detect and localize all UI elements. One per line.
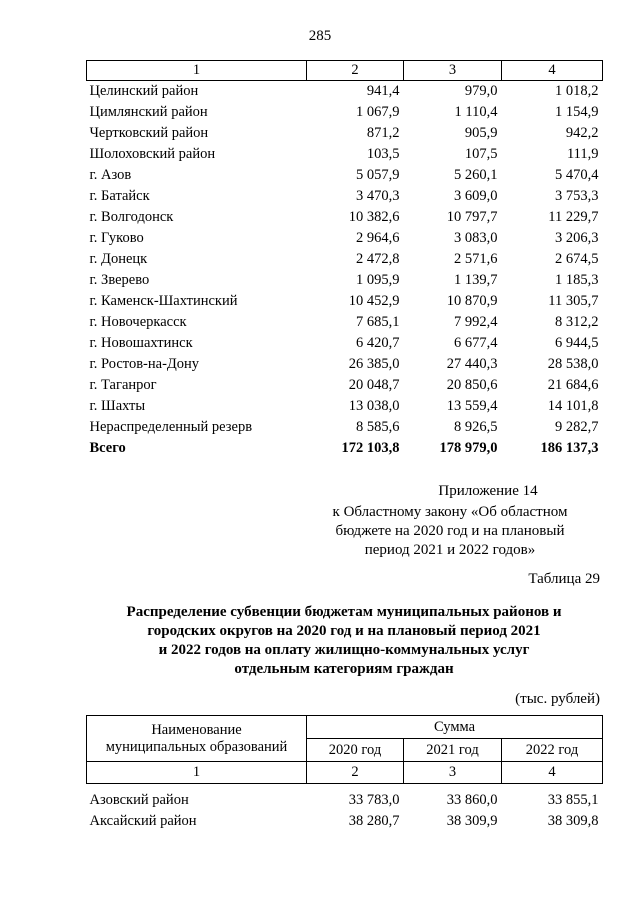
row-name: г. Азов [89, 167, 132, 183]
value-2021: 20 850,6 [446, 377, 498, 393]
value-2020: 871,2 [366, 125, 400, 141]
value-2022: 942,2 [565, 125, 599, 141]
value-2022: 6 944,5 [555, 335, 599, 351]
appendix-reference [300, 503, 600, 560]
value-2022: 1 185,3 [555, 272, 599, 288]
document-title [86, 603, 602, 679]
column-numbering-row [87, 61, 603, 81]
value-2022: 11 229,7 [548, 209, 599, 225]
row-name: г. Новошахтинск [89, 335, 193, 351]
year-header: 2020 год [307, 739, 404, 762]
row-name: г. Волгодонск [89, 209, 174, 225]
table-row [87, 207, 603, 228]
table-row [87, 312, 603, 333]
header-line: Наименование [151, 721, 242, 738]
table-row [87, 811, 603, 832]
value-2020: 13 038,0 [348, 398, 400, 414]
total-2020: 172 103,8 [341, 440, 400, 456]
subsidy-table-29 [86, 715, 603, 832]
header-line: муниципальных образований [105, 738, 288, 755]
value-2020: 7 685,1 [356, 314, 400, 330]
value-2020: 5 057,9 [356, 167, 400, 183]
value-2020: 33 783,0 [348, 792, 400, 808]
total-2022: 186 137,3 [540, 440, 599, 456]
sum-header: Сумма [307, 716, 603, 739]
row-name: г. Каменск-Шахтинский [89, 293, 238, 309]
appendix-line: период 2021 и 2022 годов» [364, 542, 536, 558]
value-2021: 8 926,5 [454, 419, 498, 435]
value-2022: 8 312,2 [555, 314, 599, 330]
column-number: 1 [87, 61, 307, 81]
row-name: Чертковский район [89, 125, 209, 141]
year-header: 2021 год [404, 739, 502, 762]
table-row [87, 249, 603, 270]
total-row [87, 438, 603, 459]
value-2022: 111,9 [566, 146, 599, 162]
value-2020: 20 048,7 [348, 377, 400, 393]
row-name: г. Новочеркасск [89, 314, 187, 330]
row-name: Шолоховский район [89, 146, 216, 162]
subsidy-table-continued [86, 60, 603, 459]
row-name: Азовский район [89, 792, 189, 808]
table-row [87, 81, 603, 103]
name-column-header [87, 716, 307, 762]
column-number: 4 [502, 762, 603, 784]
value-2021: 107,5 [464, 146, 498, 162]
value-2020: 103,5 [366, 146, 400, 162]
appendix-line: бюджете на 2020 год и на плановый [335, 523, 565, 539]
value-2021: 979,0 [464, 83, 498, 99]
table-row [87, 270, 603, 291]
value-2020: 38 280,7 [348, 813, 400, 829]
column-number: 2 [307, 762, 404, 784]
value-2020: 3 470,3 [356, 188, 400, 204]
year-header: 2022 год [502, 739, 603, 762]
value-2022: 28 538,0 [547, 356, 599, 372]
column-numbering-row [87, 762, 603, 784]
table-row [87, 186, 603, 207]
value-2021: 10 870,9 [446, 293, 498, 309]
value-2020: 2 472,8 [356, 251, 400, 267]
row-name: г. Батайск [89, 188, 150, 204]
table-row [87, 165, 603, 186]
value-2022: 5 470,4 [555, 167, 599, 183]
value-2021: 6 677,4 [454, 335, 498, 351]
page-number: 285 [308, 28, 332, 44]
value-2021: 13 559,4 [446, 398, 498, 414]
value-2020: 6 420,7 [356, 335, 400, 351]
value-2020: 10 382,6 [348, 209, 400, 225]
value-2022: 3 753,3 [555, 188, 599, 204]
row-name: г. Зверево [89, 272, 150, 288]
row-name: Целинский район [89, 83, 199, 99]
table-row [87, 354, 603, 375]
row-name: г. Таганрог [89, 377, 157, 393]
row-name: г. Донецк [89, 251, 148, 267]
column-number: 3 [404, 762, 502, 784]
title-line: городских округов на 2020 год и на плановый период 2021 [147, 623, 541, 639]
table-row [87, 375, 603, 396]
value-2022: 1 154,9 [555, 104, 599, 120]
title-line: и 2022 годов на оплату жилищно-коммунальных услуг [158, 642, 530, 658]
value-2021: 1 110,4 [454, 104, 498, 120]
table-row [87, 228, 603, 249]
value-2021: 905,9 [464, 125, 498, 141]
value-2021: 2 571,6 [454, 251, 498, 267]
value-2021: 27 440,3 [446, 356, 498, 372]
value-2021: 3 083,0 [454, 230, 498, 246]
value-2021: 1 139,7 [454, 272, 498, 288]
table-number: Таблица 29 [528, 571, 600, 587]
value-2021: 10 797,7 [446, 209, 498, 225]
value-2022: 21 684,6 [547, 377, 599, 393]
value-2021: 38 309,9 [446, 813, 498, 829]
column-number: 1 [87, 762, 307, 784]
appendix-line: к Областному закону «Об областном [332, 504, 568, 520]
value-2022: 3 206,3 [555, 230, 599, 246]
row-name: Цимлянский район [89, 104, 208, 120]
row-name: Аксайский район [89, 813, 197, 829]
row-name: г. Шахты [89, 398, 146, 414]
value-2022: 9 282,7 [555, 419, 599, 435]
table-row [87, 417, 603, 438]
value-2020: 1 095,9 [356, 272, 400, 288]
value-2021: 7 992,4 [454, 314, 498, 330]
value-2020: 1 067,9 [356, 104, 400, 120]
value-2022: 2 674,5 [555, 251, 599, 267]
total-2021: 178 979,0 [439, 440, 498, 456]
value-2020: 10 452,9 [348, 293, 400, 309]
table-row [87, 102, 603, 123]
value-2020: 26 385,0 [348, 356, 400, 372]
value-2022: 11 305,7 [548, 293, 599, 309]
column-number: 4 [502, 61, 603, 81]
value-2022: 33 855,1 [547, 792, 599, 808]
total-label: Всего [89, 440, 126, 456]
table-row [87, 333, 603, 354]
value-2021: 5 260,1 [454, 167, 498, 183]
value-2022: 14 101,8 [547, 398, 599, 414]
value-2021: 33 860,0 [446, 792, 498, 808]
title-line: Распределение субвенции бюджетам муниципальных районов и [126, 604, 562, 620]
table-row [87, 291, 603, 312]
row-name: Нераспределенный резерв [89, 419, 253, 435]
row-name: г. Гуково [89, 230, 144, 246]
title-line: отдельным категориям граждан [234, 661, 454, 677]
value-2022: 38 309,8 [547, 813, 599, 829]
value-2020: 941,4 [366, 83, 400, 99]
column-number: 3 [404, 61, 502, 81]
header-row [87, 716, 603, 739]
value-2020: 2 964,6 [356, 230, 400, 246]
table-row [87, 396, 603, 417]
units-label: (тыс. рублей) [515, 691, 600, 707]
value-2020: 8 585,6 [356, 419, 400, 435]
appendix-title: Приложение 14 [438, 483, 538, 499]
table-row [87, 123, 603, 144]
row-name: г. Ростов-на-Дону [89, 356, 200, 372]
column-number: 2 [307, 61, 404, 81]
table-row [87, 144, 603, 165]
value-2022: 1 018,2 [555, 83, 599, 99]
value-2021: 3 609,0 [454, 188, 498, 204]
table-row [87, 790, 603, 811]
